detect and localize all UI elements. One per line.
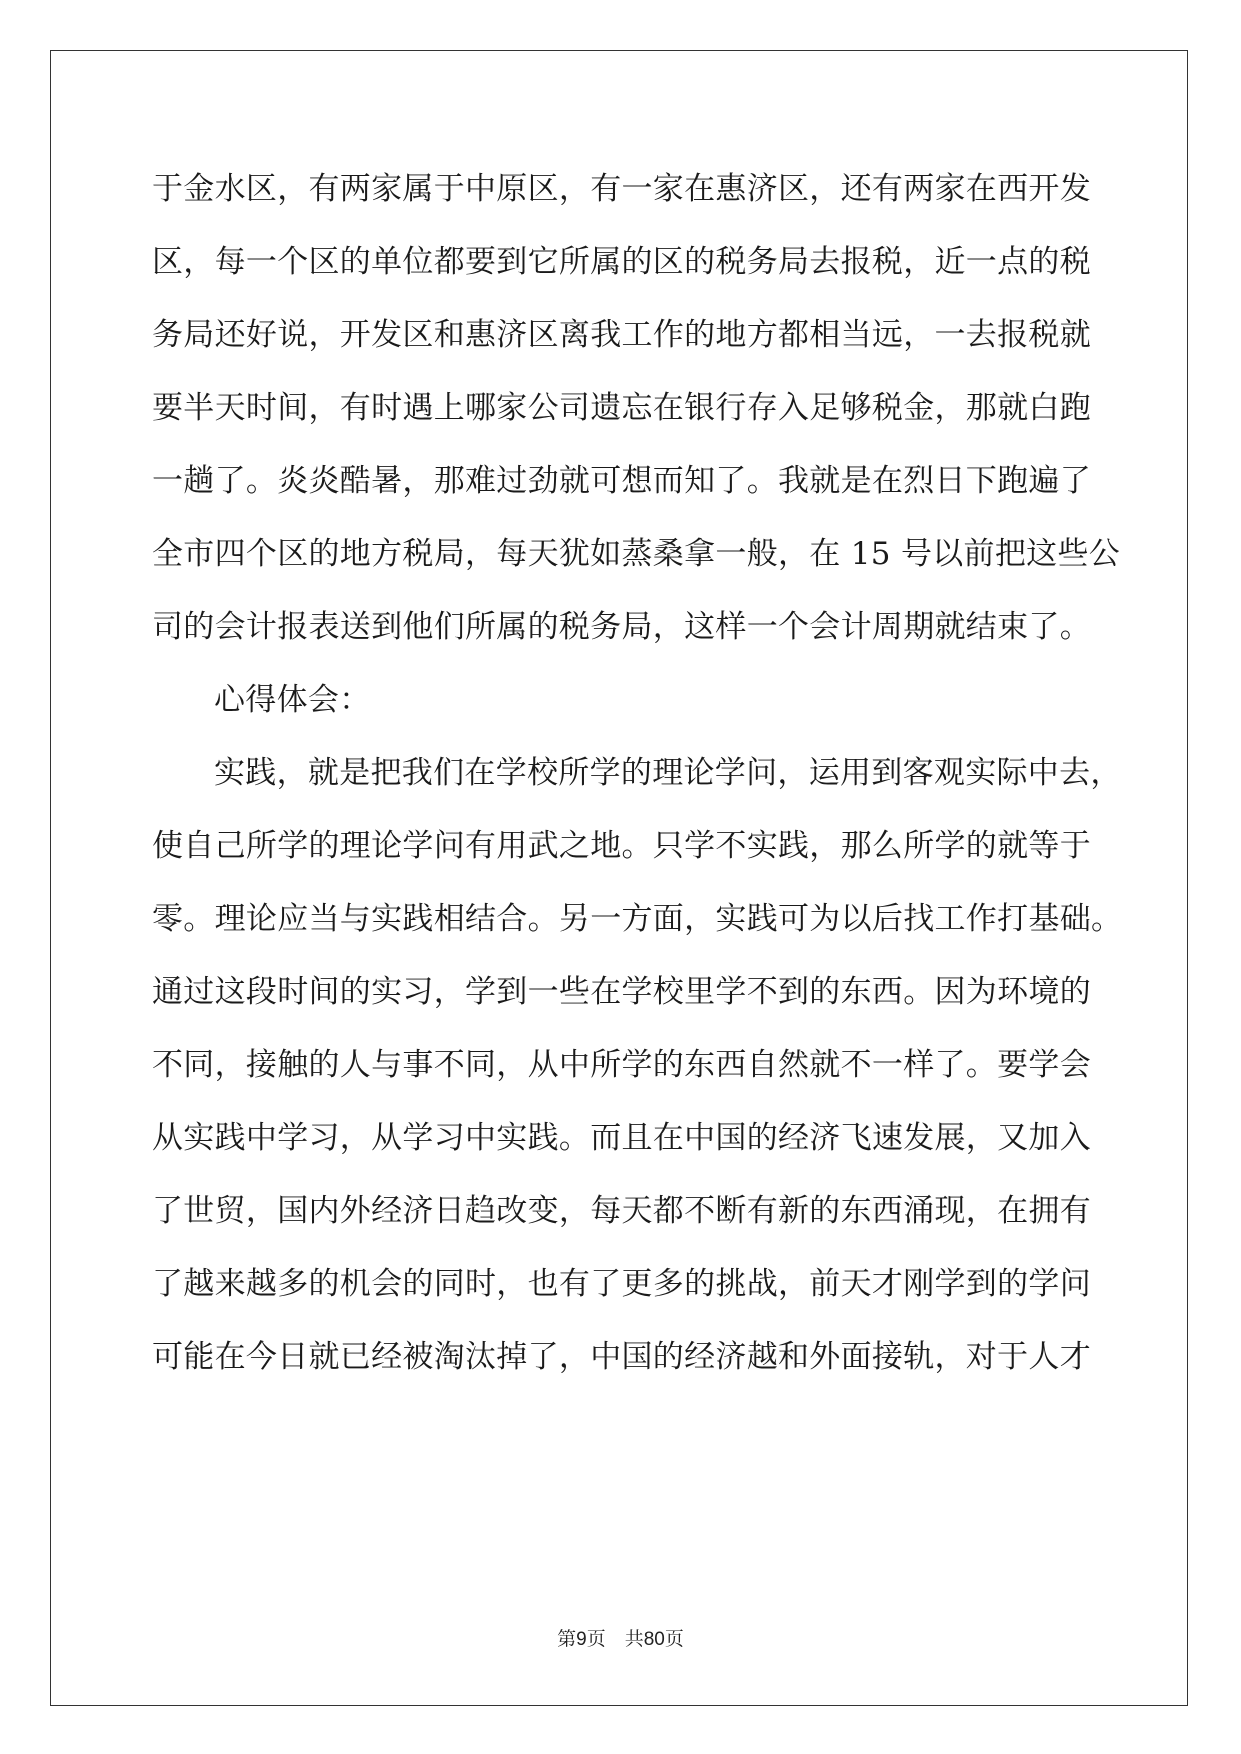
page-border — [50, 50, 1188, 1706]
total-page-number: 80 — [643, 1629, 665, 1650]
text-line: 了越来越多的机会的同时，也有了更多的挑战，前天才刚学到的学问 — [152, 1266, 1091, 1302]
text-line: 全市四个区的地方税局，每天犹如蒸桑拿一般，在 15 号以前把这些公 — [152, 536, 1121, 572]
page-footer — [0, 1624, 1241, 1651]
text-line: 司的会计报表送到他们所属的税务局，这样一个会计周期就结束了。 — [152, 609, 1091, 645]
text-line: 一趟了。炎炎酷暑，那难过劲就可想而知了。我就是在烈日下跑遍了 — [152, 463, 1091, 499]
paragraph-first-line: 实践，就是把我们在学校所学的理论学问，运用到客观实际中去， — [214, 755, 1122, 791]
page-label-suffix: 页 — [664, 1628, 684, 1650]
text-line: 要半天时间，有时遇上哪家公司遗忘在银行存入足够税金，那就白跑 — [152, 390, 1091, 426]
text-line: 零。理论应当与实践相结合。另一方面，实践可为以后找工作打基础。 — [152, 901, 1123, 937]
text-line: 区，每一个区的单位都要到它所属的区的税务局去报税，近一点的税 — [152, 244, 1091, 280]
text-line: 务局还好说，开发区和惠济区离我工作的地方都相当远，一去报税就 — [152, 317, 1091, 353]
text-line: 了世贸，国内外经济日趋改变，每天都不断有新的东西涌现，在拥有 — [152, 1193, 1091, 1229]
section-heading: 心得体会： — [214, 682, 371, 718]
text-line: 通过这段时间的实习，学到一些在学校里学不到的东西。因为环境的 — [152, 974, 1091, 1010]
current-page-number: 9 — [576, 1629, 587, 1650]
page-label-prefix: 第 — [557, 1628, 577, 1650]
text-line: 可能在今日就已经被淘汰掉了，中国的经济越和外面接轨，对于人才 — [152, 1339, 1091, 1375]
text-line: 从实践中学习，从学习中实践。而且在中国的经济飞速发展，又加入 — [152, 1120, 1091, 1156]
text-line: 使自己所学的理论学问有用武之地。只学不实践，那么所学的就等于 — [152, 828, 1091, 864]
text-line: 于金水区，有两家属于中原区，有一家在惠济区，还有两家在西开发 — [152, 171, 1091, 207]
text-line: 不同，接触的人与事不同，从中所学的东西自然就不一样了。要学会 — [152, 1047, 1091, 1083]
page-label-mid: 页 共 — [586, 1628, 644, 1650]
